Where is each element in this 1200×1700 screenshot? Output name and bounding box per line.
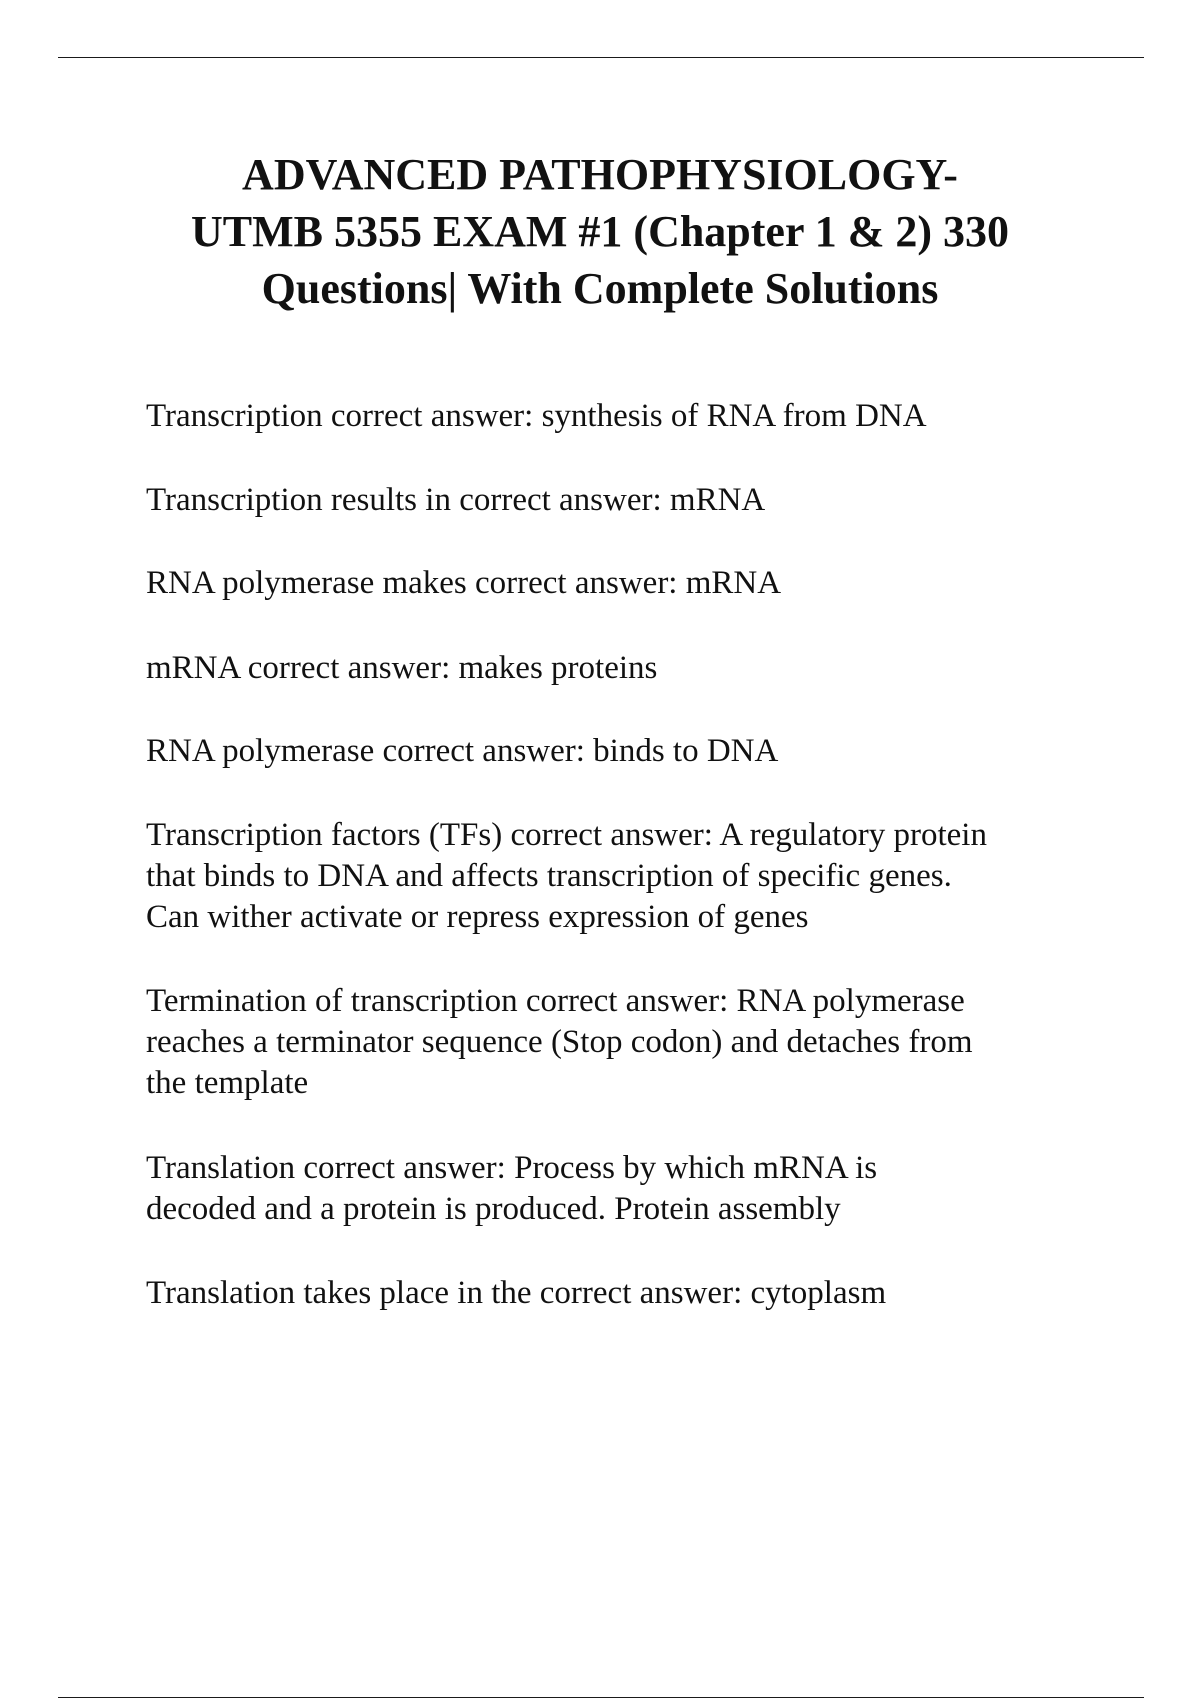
title-line-2: UTMB 5355 EXAM #1 (Chapter 1 & 2) 330 xyxy=(190,207,1010,256)
qa-line: decoded and a protein is produced. Protein assembly xyxy=(146,1191,841,1227)
qa-line: Transcription results in correct answer: mRNA xyxy=(146,482,766,518)
qa-line: Translation takes place in the correct answer: cytoplasm xyxy=(146,1275,887,1311)
qa-line: mRNA correct answer: makes proteins xyxy=(146,650,658,686)
qa-line: reaches a terminator sequence (Stop codon) and detaches from xyxy=(146,1024,973,1060)
qa-line: RNA polymerase correct answer: binds to DNA xyxy=(146,733,779,769)
qa-entry-rna-polymerase xyxy=(146,731,1146,772)
bottom-divider xyxy=(58,1697,1144,1698)
qa-entry-translation xyxy=(146,1148,1146,1230)
qa-line: Termination of transcription correct answer: RNA polymerase xyxy=(146,983,965,1019)
qa-line: the template xyxy=(146,1065,309,1101)
qa-entry-transcription-factors xyxy=(146,815,1146,938)
qa-line: Translation correct answer: Process by which mRNA is xyxy=(146,1150,878,1186)
qa-entry-termination xyxy=(146,981,1146,1104)
qa-line: Transcription factors (TFs) correct answer: A regulatory protein xyxy=(146,817,987,853)
title-line-1: ADVANCED PATHOPHYSIOLOGY- xyxy=(242,150,958,199)
qa-entry-mrna xyxy=(146,648,1146,689)
document-title xyxy=(100,146,1100,317)
qa-entry-translation-location xyxy=(146,1273,1146,1314)
qa-entry-rna-polymerase-makes xyxy=(146,563,1146,604)
qa-entry-transcription xyxy=(146,396,1146,437)
title-line-3: Questions| With Complete Solutions xyxy=(261,264,939,313)
qa-line: Transcription correct answer: synthesis of RNA from DNA xyxy=(146,398,927,434)
qa-line: that binds to DNA and affects transcription of specific genes. xyxy=(146,858,952,894)
qa-line: Can wither activate or repress expression of genes xyxy=(146,899,809,935)
qa-entry-transcription-results xyxy=(146,480,1146,521)
qa-line: RNA polymerase makes correct answer: mRNA xyxy=(146,565,782,601)
top-divider xyxy=(58,57,1144,58)
